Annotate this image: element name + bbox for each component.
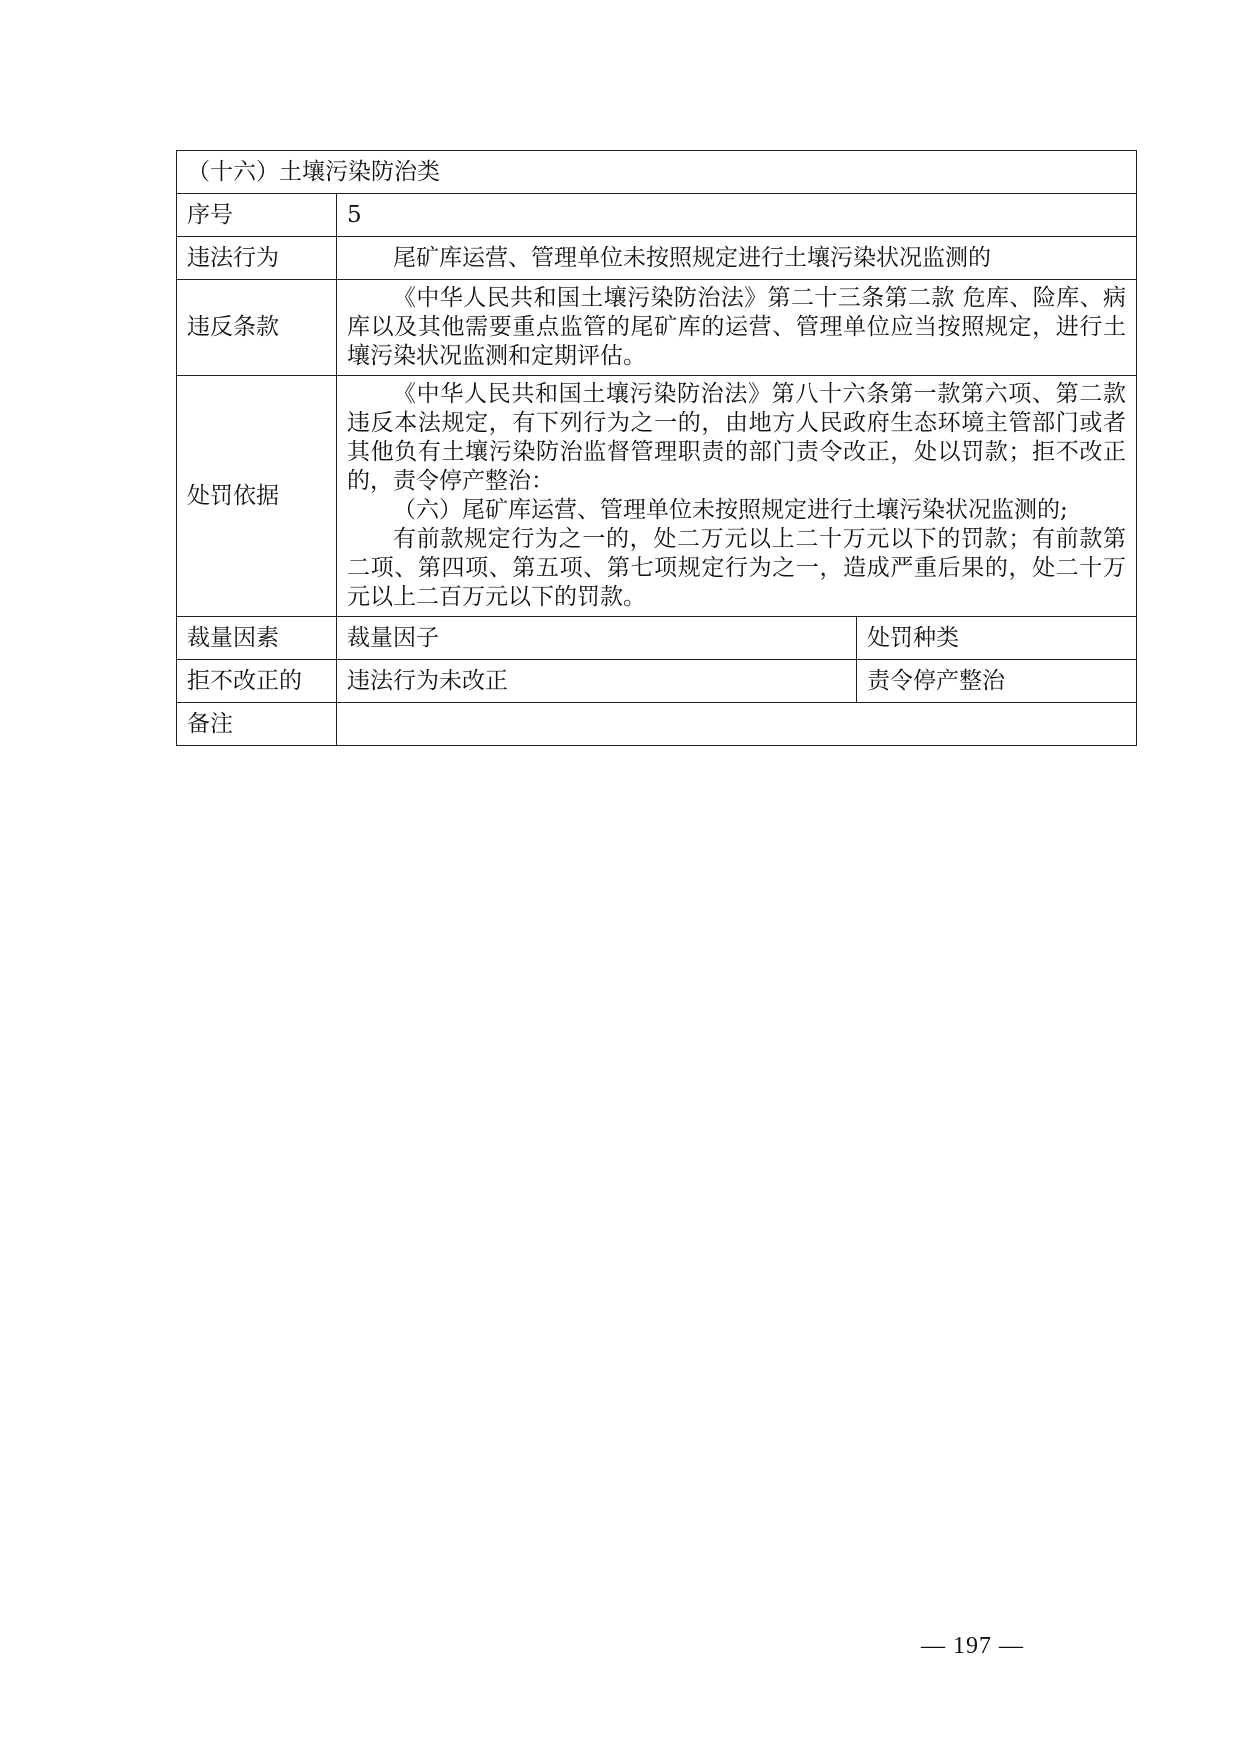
section-title-row [177,151,1137,194]
violation-row [177,237,1137,280]
discretion-header-row [177,617,1137,660]
violated-clause-row [177,280,1137,376]
discretion-factor: 违法行为未改正 [337,660,857,703]
violation-text: 尾矿库运营、管理单位未按照规定进行土壤污染状况监测的 [393,244,991,271]
violated-clause-label: 违反条款 [177,280,337,376]
penalty-type: 责令停产整治 [857,660,1137,703]
serial-value: 5 [337,194,1137,237]
penalty-standard-table [176,150,1137,746]
serial-row [177,194,1137,237]
penalty-basis-label: 处罚依据 [177,376,337,617]
remarks-row [177,703,1137,746]
discretion-row [177,660,1137,703]
penalty-basis-paragraph: （六）尾矿库运营、管理单位未按照规定进行土壤污染状况监测的; [393,497,1068,523]
violated-clause-text: 《中华人民共和国土壤污染防治法》第二十三条第二款 危库、险库、病库以及其他需要重点监管的尾矿库的运营、管理单位应当按照规定，进行土壤污染状况监测和定期评估。 [347,285,1127,369]
penalty-basis-paragraph: 《中华人民共和国土壤污染防治法》第八十六条第一款第六项、第二款 违反本法规定，有下列行为之一的，由地方人民政府生态环境主管部门或者其他负有土壤污染防治监督管理职责的部门责令改正，处以罚款；拒不改正的，责令停产整治： [347,381,1127,494]
section-title: （十六）土壤污染防治类 [177,151,1137,194]
penalty-basis-cell [337,376,1137,617]
violation-label: 违法行为 [177,237,337,280]
violated-clause-cell [337,280,1137,376]
discretion-condition: 拒不改正的 [177,660,337,703]
remarks-label: 备注 [177,703,337,746]
penalty-basis-row [177,376,1137,617]
discretion-factor-header: 裁量因子 [337,617,857,660]
remarks-value [337,703,1137,746]
penalty-basis-paragraph: 有前款规定行为之一的，处二万元以上二十万元以下的罚款；有前款第二项、第四项、第五项、第七项规定行为之一，造成严重后果的，处二十万元以上二百万元以下的罚款。 [347,526,1127,610]
discretion-label: 裁量因素 [177,617,337,660]
page-number: — 197 — [921,1633,1024,1659]
serial-label: 序号 [177,194,337,237]
violation-cell [337,237,1137,280]
penalty-type-header: 处罚种类 [857,617,1137,660]
